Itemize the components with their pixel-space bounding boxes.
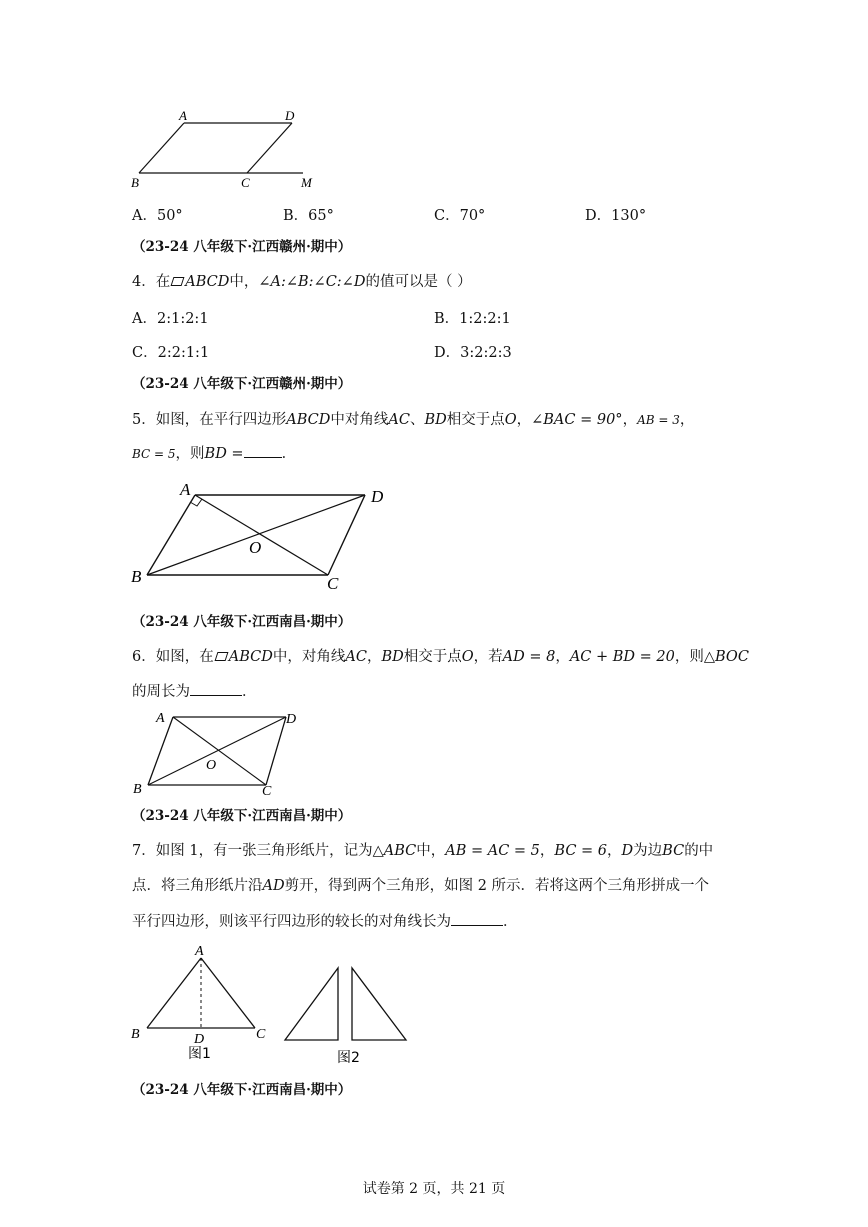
q4-option-c[interactable]: C．2:2:1:1 xyxy=(132,345,210,361)
q5-source: （23-24 八年级下·江西赣州·期中） xyxy=(132,376,352,392)
q6-label-b: B xyxy=(133,782,142,797)
q7-source: （23-24 八年级下·江西南昌·期中） xyxy=(132,808,352,824)
q7-stem-line2: 点．将三角形纸片沿AD剪开，得到两个三角形，如图 2 所示．若将这两个三角形拼成一个 xyxy=(132,878,710,894)
q3-label-b: B xyxy=(131,175,139,190)
q7-label-c: C xyxy=(256,1027,266,1042)
q7-answer-blank[interactable] xyxy=(451,911,503,926)
q4-option-d[interactable]: D．3:2:2:3 xyxy=(434,345,512,361)
q7-label-b: B xyxy=(131,1027,140,1042)
q4-option-b[interactable]: B．1:2:2:1 xyxy=(434,311,511,327)
q7-caption-1: 图1 xyxy=(188,1046,211,1062)
q5-figure xyxy=(125,475,405,595)
q3-option-b[interactable]: B．65° xyxy=(283,208,334,224)
q3-label-c: C xyxy=(241,175,250,190)
q6-label-d: D xyxy=(286,712,297,727)
q4-option-a[interactable]: A．2:1:2:1 xyxy=(132,311,209,327)
q3-label-a: A xyxy=(179,108,187,123)
q5-answer-blank[interactable] xyxy=(244,443,282,458)
parallelogram-icon xyxy=(214,652,228,661)
q3-option-a[interactable]: A．50° xyxy=(132,208,183,224)
q6-figure xyxy=(128,707,313,799)
page-footer: 试卷第 2 页，共 21 页 xyxy=(362,1181,506,1197)
q5-label-c: C xyxy=(327,574,339,593)
q6-source: （23-24 八年级下·江西南昌·期中） xyxy=(132,614,352,630)
q3-option-c[interactable]: C．70° xyxy=(434,208,486,224)
q3-label-d: D xyxy=(285,108,295,123)
q6-stem-line1: 6．如图，在 ABCD中，对角线AC，BD相交于点O，若AD = 8，AC + BD = 20，则△BOC xyxy=(132,649,749,665)
q6-label-a: A xyxy=(156,711,165,726)
q6-stem-line2: 的周长为 ． xyxy=(132,681,257,702)
q7-label-d: D xyxy=(194,1032,205,1047)
q4-stem: 4．在 ABCD中，∠A:∠B:∠C:∠D的值可以是（ ） xyxy=(132,274,472,290)
q6-label-o: O xyxy=(206,758,217,773)
q6-label-c: C xyxy=(262,784,272,799)
q3-figure xyxy=(125,105,325,193)
q5-label-d: D xyxy=(371,487,384,506)
q7-stem-line1: 7．如图 1，有一张三角形纸片，记为△ABC中，AB = AC = 5，BC = 6，D为边BC的中 xyxy=(132,843,714,859)
q5-label-b: B xyxy=(131,567,142,586)
q8-source: （23-24 八年级下·江西南昌·期中） xyxy=(132,1082,352,1098)
q7-caption-2: 图2 xyxy=(337,1050,360,1066)
q6-answer-blank[interactable] xyxy=(190,681,242,696)
q5-stem-line2: BC = 5，则BD = ． xyxy=(132,443,296,464)
q3-label-m: M xyxy=(301,175,312,190)
q7-label-a: A xyxy=(195,944,204,959)
q4-source: （23-24 八年级下·江西赣州·期中） xyxy=(132,239,352,255)
q7-stem-line3: 平行四边形，则该平行四边形的较长的对角线长为 ． xyxy=(132,911,518,932)
parallelogram-icon xyxy=(171,277,185,286)
q5-stem-line1: 5．如图，在平行四边形ABCD中对角线AC、BD相交于点O，∠BAC = 90°，AB = 3， xyxy=(132,412,695,428)
q3-option-d[interactable]: D．130° xyxy=(585,208,647,224)
q7-figures xyxy=(125,940,425,1070)
q5-label-a: A xyxy=(180,480,191,499)
q5-label-o: O xyxy=(249,538,262,557)
